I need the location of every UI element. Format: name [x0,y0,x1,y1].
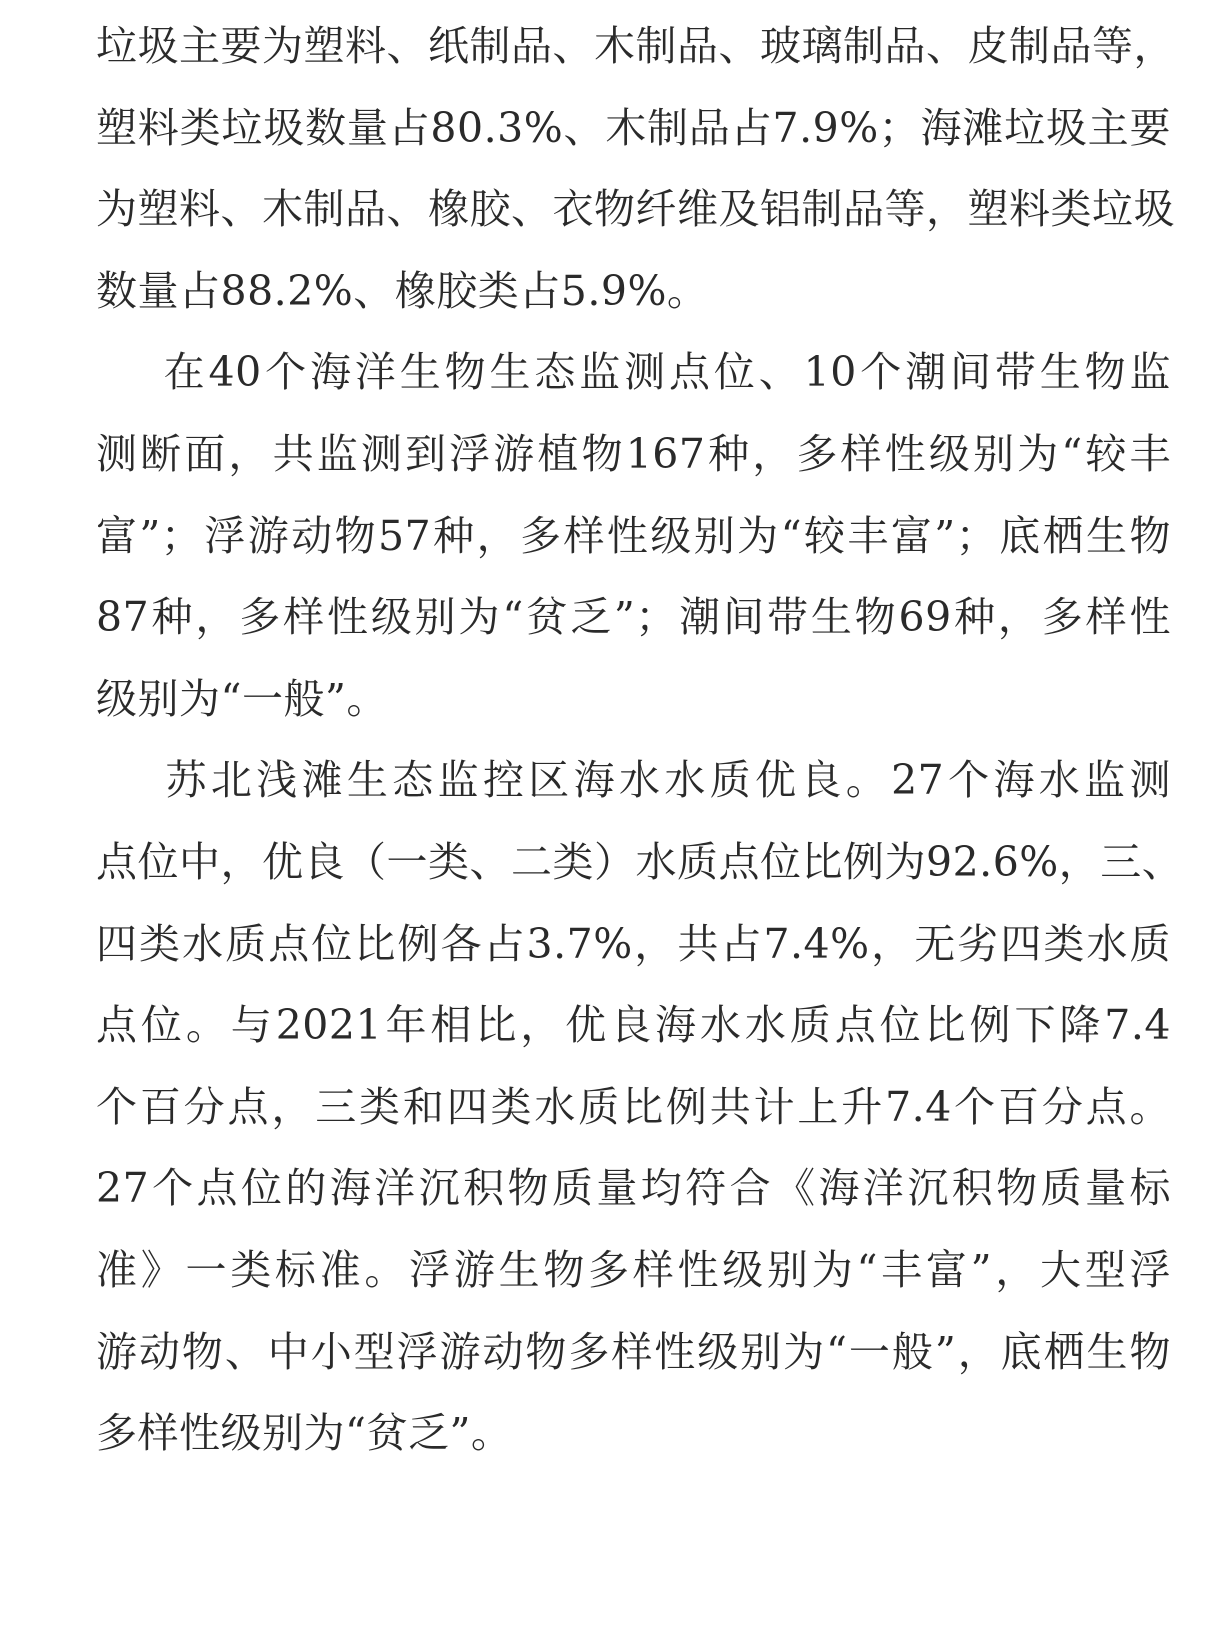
text-line: 数量占88.2%、橡胶类占5.9%。 [96,266,709,315]
text-line: 准》一类标准。浮游生物多样性级别为“丰富”，大型浮 [96,1245,1171,1294]
paragraph-marine-biology [96,332,1171,740]
text-line: 测断面，共监测到浮游植物167种，多样性级别为“较丰 [96,429,1171,478]
text-line: 个百分点，三类和四类水质比例共计上升7.4个百分点。 [96,1082,1171,1131]
text-line: 级别为“一般”。 [96,674,388,723]
text-line: 垃圾主要为塑料、纸制品、木制品、玻璃制品、皮制品等， [96,22,1175,70]
text-line: 游动物、中小型浮游动物多样性级别为“一般”，底栖生物 [96,1327,1171,1376]
text-line: 塑料类垃圾数量占80.3%、木制品占7.9%；海滩垃圾主要 [96,103,1171,152]
text-line: 多样性级别为“贫乏”。 [96,1409,513,1458]
text-line: 富”；浮游动物57种，多样性级别为“较丰富”；底栖生物 [96,511,1171,560]
document-body [96,6,1184,1475]
text-line: 27个点位的海洋沉积物质量均符合《海洋沉积物质量标 [96,1164,1171,1213]
text-line: 点位。与2021年相比，优良海水水质点位比例下降7.4 [96,1001,1171,1050]
text-line: 四类水质点位比例各占3.7%，共占7.4%，无劣四类水质 [96,919,1171,968]
text-line: 在40个海洋生物生态监测点位、10个潮间带生物监 [96,348,1171,397]
text-line: 为塑料、木制品、橡胶、衣物纤维及铝制品等，塑料类垃圾 [96,185,1175,234]
paragraph-marine-debris [96,6,1175,332]
text-line: 点位中，优良（一类、二类）水质点位比例为92.6%，三、 [96,837,1184,886]
text-line: 87种，多样性级别为“贫乏”；潮间带生物69种，多样性 [96,593,1171,642]
text-line: 苏北浅滩生态监控区海水水质优良。27个海水监测 [96,756,1171,805]
paragraph-subei-shoal [96,740,1184,1474]
